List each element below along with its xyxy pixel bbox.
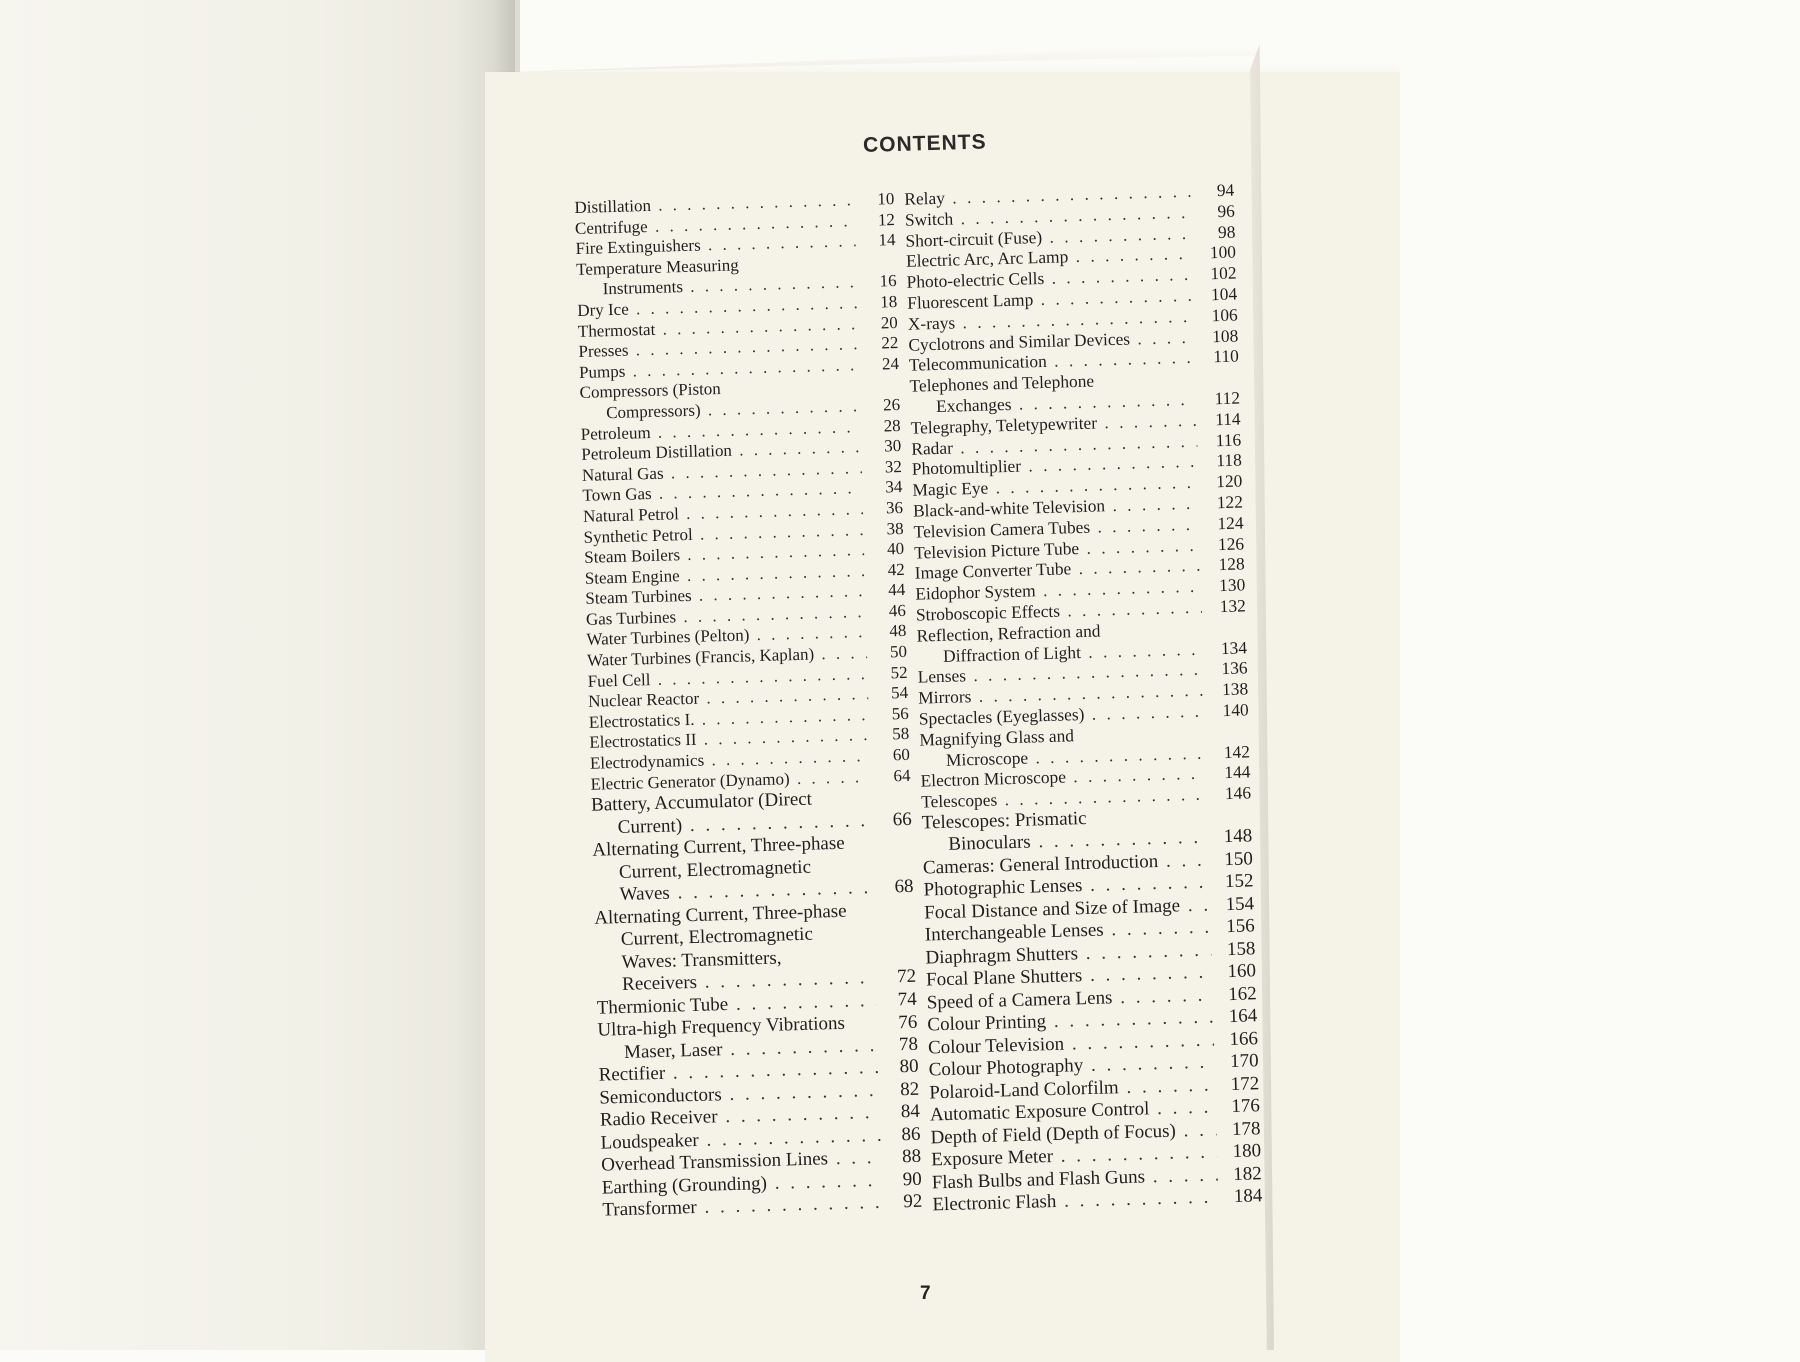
toc-entry-page: 80 [899, 1055, 919, 1078]
toc-entry-title: Photographic Lenses . . . [923, 872, 1210, 902]
toc-entry-page: 82 [899, 1078, 920, 1100]
toc-entry-page: 108 [1211, 325, 1239, 346]
toc-entry-page: 142 [1223, 740, 1251, 762]
toc-entry-title: Rectifier . . . [598, 1057, 879, 1087]
toc-entry-title: Telecommunication . . . [909, 347, 1195, 376]
toc-entry-page: 134 [1220, 636, 1248, 658]
toc-entry-title: Telegraphy, Teletypewriter . . . [910, 410, 1196, 439]
toc-entry-title: Exposure Meter . . . [931, 1142, 1218, 1172]
toc-entry-title: Cameras: General Introduction . . . [923, 849, 1210, 879]
toc-entry-page: 182 [1232, 1163, 1262, 1185]
toc-entry-title: Interchangeable Lenses . . . [925, 917, 1212, 947]
toc-entry-title: Petroleum . . . [581, 417, 861, 445]
toc-entry-title: Steam Boilers . . . [584, 540, 864, 568]
toc-entry-title: Polaroid-Land Colorfilm . . . [929, 1074, 1216, 1104]
toc-entry-title: Dry Ice . . . [577, 293, 857, 321]
toc-entry-title: Television Camera Tubes . . . [913, 513, 1199, 542]
toc-entry-title-continued: Current, Electromagnetic [620, 923, 814, 951]
toc-entry-page: 162 [1227, 983, 1257, 1005]
toc-entry-page: 140 [1222, 699, 1249, 721]
toc-entry-page: 158 [1226, 938, 1256, 960]
toc-entry [594, 899, 916, 998]
toc-entry-title: Mirrors . . . [918, 680, 1204, 709]
toc-entry-page: 90 [902, 1168, 922, 1190]
toc-entry-title: Telescopes: Prismatic [921, 807, 1087, 834]
toc-entry-page: 76 [898, 1011, 918, 1034]
toc-entry-title: Gas Turbines . . . [586, 602, 866, 630]
toc-entry-page: 160 [1227, 960, 1257, 983]
contents-column-left [574, 189, 922, 1222]
toc-entry-title: Depth of Field (Depth of Focus) . . . [930, 1119, 1217, 1149]
toc-entry-title: Electric Generator (Dynamo) . . . [590, 767, 870, 795]
toc-entry-title: Telescopes . . . [921, 784, 1207, 813]
toc-entry-page: 148 [1223, 825, 1253, 848]
toc-entry-page: 102 [1210, 262, 1237, 284]
toc-entry-title: Image Converter Tube . . . [915, 555, 1201, 584]
toc-entry-title: Alternating Current, Three-phase [593, 900, 847, 929]
contents-column-right [901, 179, 1263, 1218]
toc-entry-title: Transformer . . . [602, 1192, 883, 1222]
toc-entry-title: Spectacles (Eyeglasses) . . . [919, 701, 1205, 730]
toc-entry-page: 74 [897, 988, 917, 1011]
toc-entry-title: Town Gas . . . [582, 478, 862, 506]
toc-entry-title: Short-circuit (Fuse) . . . [905, 222, 1191, 251]
toc-entry-page: 176 [1231, 1095, 1261, 1118]
toc-entry-title-continued: Receivers . . . [596, 967, 877, 997]
toc-entry-title: X-rays . . . [908, 306, 1194, 335]
toc-entry-title-continued: Maser, Laser . . . [598, 1035, 879, 1065]
toc-entry-title: Synthetic Petrol . . . [583, 520, 863, 548]
toc-entry-title: Ultra-high Frequency Vibrations [597, 1013, 846, 1041]
page-edge-top [520, 44, 1260, 72]
toc-entry-title: Natural Petrol . . . [583, 499, 863, 527]
toc-entry-page: 124 [1217, 512, 1244, 533]
toc-entry-page: 122 [1216, 491, 1244, 513]
toc-entry-page: 116 [1215, 429, 1242, 450]
toc-entry-page: 24 [881, 353, 900, 374]
toc-entry-page: 110 [1213, 345, 1240, 367]
toc-entry-page: 44 [887, 580, 906, 600]
contents-page [565, 118, 1318, 1338]
toc-entry-title: Water Turbines (Pelton) . . . [586, 623, 866, 651]
toc-entry-page: 136 [1221, 657, 1248, 679]
toc-entry-page: 94 [1216, 179, 1235, 201]
toc-entry-page: 78 [898, 1033, 919, 1056]
toc-entry-title: Thermostat . . . [578, 314, 858, 342]
toc-entry-page: 96 [1217, 200, 1236, 221]
toc-entry-title: Temperature Measuring [575, 255, 739, 279]
toc-entry-title-continued: Diffraction of Light . . . [917, 638, 1203, 667]
toc-entry-page: 92 [903, 1190, 923, 1213]
toc-entry-title: Water Turbines (Francis, Kaplan) . . . [587, 643, 867, 671]
toc-entry-page: 126 [1217, 533, 1245, 554]
toc-entry-title: Electric Arc, Arc Lamp . . . [906, 243, 1192, 272]
toc-entry-title: Electrostatics I. . . . [589, 705, 869, 733]
toc-entry-title: Electronic Flash . . . [932, 1187, 1219, 1217]
toc-entry-title-continued: Exchanges . . . [910, 389, 1196, 418]
toc-entry-title: Focal Plane Shutters . . . [926, 962, 1213, 992]
toc-entry-title: Battery, Accumulator (Direct [590, 788, 813, 817]
toc-entry-title: Distillation . . . [574, 190, 854, 218]
toc-entry-title: Flash Bulbs and Flash Guns . . . [932, 1164, 1219, 1194]
toc-entry-page: 170 [1229, 1050, 1259, 1073]
toc-entry-page: 14 [878, 230, 896, 250]
toc-entry-title: Switch . . . [905, 202, 1191, 231]
toc-entry-page: 128 [1218, 553, 1245, 575]
toc-lower-block [591, 786, 923, 1222]
toc-entry-page: 178 [1231, 1118, 1261, 1140]
toc-entry-page: 40 [886, 539, 905, 559]
toc-entry-page: 144 [1224, 761, 1251, 783]
toc-entry-page: 184 [1233, 1185, 1263, 1208]
toc-entry-title: Pumps . . . [579, 355, 859, 383]
toc-entry-page: 150 [1224, 848, 1254, 871]
toc-entry-page: 64 [893, 765, 911, 785]
toc-entry-page: 30 [883, 436, 902, 456]
toc-entry-title: Fluorescent Lamp . . . [907, 285, 1193, 314]
toc-entry-title: Telephones and Telephone [909, 370, 1095, 396]
toc-entry-title: Magic Eye . . . [912, 472, 1198, 501]
toc-entry-page: 54 [890, 683, 909, 703]
toc-entry-title-continued: Waves . . . [593, 877, 874, 907]
toc-entry-page: 118 [1216, 449, 1243, 471]
toc-entry-title: Reflection, Refraction and [916, 620, 1101, 646]
toc-entry-page: 88 [901, 1145, 922, 1168]
toc-entry-page: 130 [1218, 574, 1246, 596]
toc-entry-page: 112 [1214, 387, 1241, 409]
toc-entry-page: 166 [1229, 1028, 1259, 1050]
toc-entry-page: 66 [892, 808, 912, 831]
toc-lower-block [921, 803, 1262, 1217]
toc-entry-title: Loudspeaker . . . [600, 1125, 881, 1155]
toc-entry-page: 180 [1232, 1140, 1262, 1163]
toc-entry-title: Television Picture Tube . . . [914, 534, 1200, 563]
toc-entry-title: Magnifying Glass and [919, 725, 1075, 750]
toc-entry-title: Photo-electric Cells . . . [906, 264, 1192, 293]
toc-entry-page: 50 [889, 641, 908, 662]
left-page [0, 0, 520, 1350]
toc-entry-title-continued: Microscope . . . [920, 742, 1206, 771]
toc-entry-title: Speed of a Camera Lens . . . [926, 984, 1213, 1014]
toc-entry [592, 831, 914, 907]
toc-entry-page: 106 [1211, 304, 1238, 326]
toc-entry-title: Focal Distance and Size of Image . . . [924, 894, 1211, 924]
toc-entry-title: Compressors (Piston [579, 379, 722, 403]
toc-entry-title: Fuel Cell . . . [587, 664, 867, 692]
toc-entry-page: 84 [900, 1100, 921, 1123]
toc-entry-page: 58 [892, 724, 910, 744]
toc-entry-title: Overhead Transmission Lines . . . [601, 1147, 882, 1177]
toc-entry-page: 138 [1221, 678, 1249, 700]
toc-entry-page: 56 [891, 703, 909, 724]
toc-entry-title: Relay . . . [904, 181, 1190, 210]
toc-entry-page: 154 [1225, 893, 1255, 916]
page-number: 7 [920, 1283, 931, 1304]
toc-entry-title: Thermionic Tube . . . [597, 990, 878, 1020]
toc-entry-title: Steam Engine . . . [585, 561, 865, 589]
toc-entry-title-continued: Current, Electromagnetic [618, 856, 812, 883]
toc-entry-page: 12 [877, 209, 896, 230]
toc-entry-title: Fire Extinguishers . . . [575, 231, 855, 259]
toc-entry-title: Cyclotrons and Similar Devices . . . [908, 326, 1194, 355]
toc-entry-page: 32 [884, 456, 903, 477]
toc-entry-page: 98 [1217, 221, 1236, 242]
toc-entry-title-continued: Current) . . . [591, 810, 872, 840]
toc-entry-page: 20 [880, 312, 899, 333]
toc-entry-page: 10 [877, 189, 895, 209]
toc-entry-title-continued: Instruments . . . [576, 273, 856, 301]
toc-entry-page: 26 [882, 394, 901, 415]
toc-entry-title: Semiconductors . . . [599, 1080, 880, 1110]
toc-entry-title: Nuclear Reactor . . . [588, 684, 868, 712]
toc-entry-page: 72 [896, 966, 917, 988]
toc-entry-title: Lenses . . . [917, 659, 1203, 688]
toc-entry-title: Radio Receiver . . . [600, 1102, 881, 1132]
toc-entry-title: Eidophor System . . . [915, 576, 1201, 605]
toc-entry-page: 42 [887, 559, 905, 580]
toc-entry-title: Radar . . . [911, 430, 1197, 459]
toc-entry-page: 48 [889, 621, 907, 641]
toc-entry-page: 132 [1219, 595, 1247, 617]
toc-entry-page: 172 [1230, 1073, 1260, 1095]
toc-entry-page: 152 [1224, 870, 1254, 893]
toc-entry-title: Steam Turbines . . . [585, 581, 865, 609]
toc-entry-page: 36 [885, 497, 904, 518]
toc-entry-title: Earthing (Grounding) . . . [602, 1170, 883, 1200]
toc-entry-title-continued: Compressors) . . . [580, 396, 860, 424]
toc-entry-title: Colour Television . . . [928, 1029, 1215, 1059]
toc-entry-title: Natural Gas . . . [582, 458, 862, 486]
toc-entry-title: Electrodynamics . . . [590, 746, 870, 774]
toc-entry-title: Petroleum Distillation . . . [581, 437, 861, 465]
toc-entry-title: Electrostatics II . . . [589, 725, 869, 753]
toc-entry-title: Presses . . . [578, 334, 858, 362]
toc-entry-page: 52 [890, 662, 908, 683]
toc-entry-title: Alternating Current, Three-phase [592, 832, 845, 861]
toc-entry-page: 68 [894, 876, 914, 898]
page-title: CONTENTS [862, 130, 987, 157]
toc-entry-page: 60 [892, 744, 911, 765]
toc-entry-page: 156 [1225, 915, 1256, 938]
toc-entry-title: Colour Printing . . . [927, 1007, 1214, 1037]
toc-entry-page: 86 [901, 1123, 921, 1145]
toc-entry-page: 22 [881, 333, 899, 353]
toc-entry-page: 164 [1228, 1005, 1258, 1028]
toc-entry-title: Automatic Exposure Control . . . [930, 1097, 1217, 1127]
toc-entry-page: 18 [879, 292, 898, 312]
toc-entry-page: 104 [1210, 283, 1238, 305]
toc-entry-title: Photomultiplier . . . [912, 451, 1198, 480]
toc-entry-title: Stroboscopic Effects . . . [916, 597, 1202, 626]
toc-entry-title: Diaphragm Shutters . . . [925, 939, 1212, 969]
toc-entry-page: 16 [879, 271, 897, 291]
toc-entry-page: 120 [1215, 470, 1243, 492]
toc-entry-page: 146 [1224, 782, 1252, 804]
toc-entry-title: Centrifuge . . . [575, 211, 855, 239]
toc-entry-page: 46 [888, 600, 907, 621]
toc-entry-title: Electron Microscope . . . [920, 763, 1206, 792]
toc-entry-title: Colour Photography . . . [928, 1052, 1215, 1082]
toc-entry-title-continued: Binoculars . . . [922, 827, 1209, 857]
toc-entry-title: Black-and-white Television . . . [913, 493, 1199, 522]
toc-entry-page: 38 [886, 518, 904, 538]
toc-entry-page: 34 [885, 477, 903, 497]
toc-entry-title-continued: Waves: Transmitters, [621, 947, 782, 973]
toc-entry-page: 100 [1209, 241, 1237, 263]
toc-entry-page: 114 [1214, 408, 1241, 429]
toc-entry-page: 28 [883, 415, 901, 435]
